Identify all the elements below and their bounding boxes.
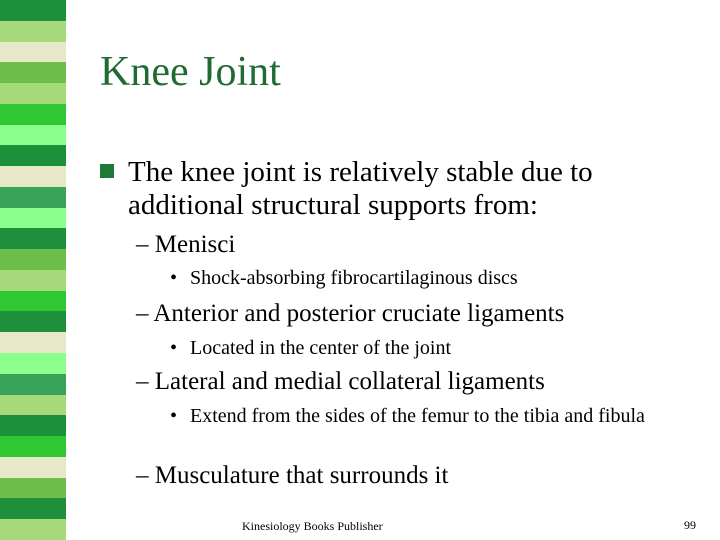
stripe-block	[0, 498, 66, 519]
main-bullet-text: The knee joint is relatively stable due to additional structural supports from:	[128, 156, 593, 221]
stripe-block	[0, 83, 66, 104]
stripe-block	[0, 208, 66, 229]
stripe-block	[0, 457, 66, 478]
stripe-block	[0, 519, 66, 540]
dash-bullet: –	[136, 231, 149, 258]
sub-bullet: •	[170, 337, 178, 359]
sub-bullet: •	[170, 267, 178, 289]
stripe-block	[0, 353, 66, 374]
sub-item	[170, 266, 650, 290]
sub-bullet: •	[170, 405, 178, 427]
dash-bullet: –	[136, 462, 149, 489]
dash-bullet: –	[136, 300, 149, 327]
list-item-label: Anterior and posterior cruciate ligaments	[153, 300, 565, 327]
stripe-block	[0, 395, 66, 416]
stripe-block	[0, 145, 66, 166]
stripe-block	[0, 332, 66, 353]
list-item-label: Lateral and medial collateral ligaments	[154, 368, 545, 395]
stripe-block	[0, 249, 66, 270]
dash-bullet: –	[136, 368, 149, 395]
stripe-block	[0, 125, 66, 146]
list-item-musculature	[136, 461, 448, 491]
sub-item-text: Located in the center of the joint	[190, 337, 452, 359]
footer-publisher: Kinesiology Books Publisher	[242, 519, 383, 533]
list-item-label: Menisci	[154, 231, 236, 258]
stripe-block	[0, 291, 66, 312]
list-item-cruciate	[136, 299, 564, 329]
stripe-block	[0, 21, 66, 42]
list-item-menisci	[136, 230, 235, 260]
sub-item-text: Extend from the sides of the femur to the tibia and fibula	[190, 405, 645, 427]
stripe-block	[0, 270, 66, 291]
decorative-stripe	[0, 0, 66, 540]
square-bullet-icon	[100, 164, 114, 178]
page-number: 99	[684, 518, 696, 532]
stripe-block	[0, 166, 66, 187]
stripe-block	[0, 478, 66, 499]
stripe-block	[0, 187, 66, 208]
stripe-block	[0, 42, 66, 63]
stripe-block	[0, 311, 66, 332]
sub-item	[170, 336, 650, 360]
stripe-block	[0, 415, 66, 436]
stripe-block	[0, 62, 66, 83]
stripe-block	[0, 374, 66, 395]
stripe-block	[0, 104, 66, 125]
list-item-label: Musculature that surrounds it	[154, 462, 449, 489]
sub-item-text: Shock-absorbing fibrocartilaginous discs	[190, 267, 518, 289]
list-item-collateral	[136, 367, 545, 397]
slide-title: Knee Joint	[100, 49, 281, 95]
stripe-block	[0, 436, 66, 457]
sub-item	[170, 404, 688, 428]
stripe-block	[0, 0, 66, 21]
stripe-block	[0, 228, 66, 249]
